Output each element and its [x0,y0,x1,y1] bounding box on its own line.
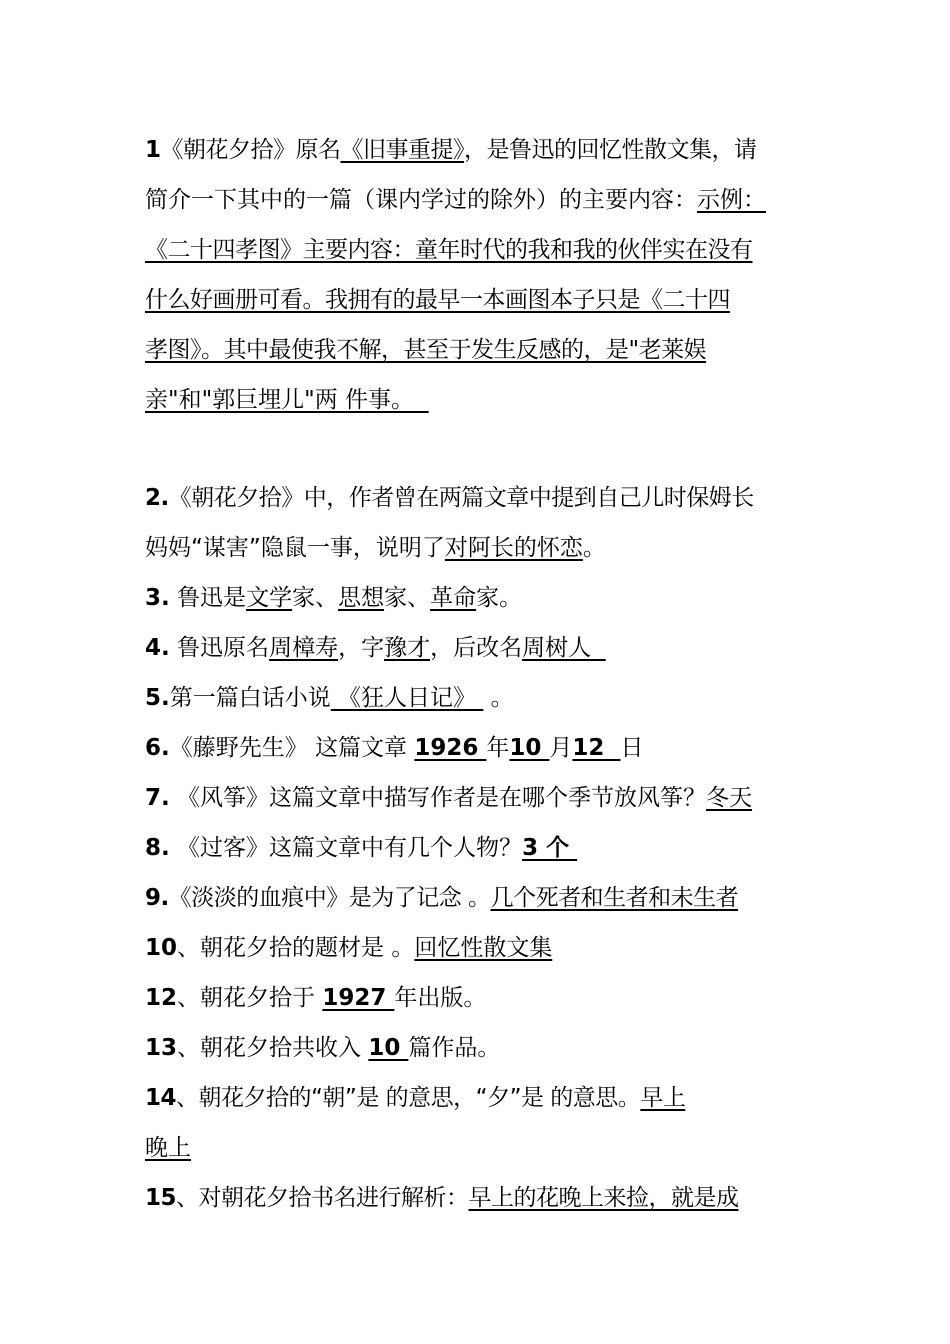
question-number: 8. [145,835,170,861]
question-text: 家、 [292,585,339,611]
answer-text: 早上 [640,1085,686,1111]
question-text: 《风筝》这篇文章中描写作者是在哪个季节放风筝？ [169,785,707,811]
question-6 [145,723,810,773]
question-1-line-1 [145,125,810,175]
question-text: 月 [549,735,573,761]
question-13 [145,1023,810,1073]
question-text: 《朝花夕拾》中，作者曾在两篇文章中提到自己儿时保姆长 [168,485,754,511]
question-number: 1 [145,137,161,163]
question-text: 鲁迅原名 [169,635,270,661]
question-text: 、朝花夕拾的“朝”是 的意思，“夕”是 的意思。 [176,1085,641,1111]
question-number: 4. [145,635,170,661]
question-text: 第一篇白话小说 [169,685,331,711]
question-text: ，后改名 [430,635,523,661]
question-text: ，是鲁迅的回忆性散文集，请 [464,137,757,163]
answer-text: 《狂人日记》 [330,685,484,711]
document-body [145,125,810,1223]
answer-text: 周树人 [522,635,606,661]
question-text: 篇作品。 [408,1035,501,1061]
answer-text: 《二十四孝图》主要内容：童年时代的我和我的伙伴实在没有 [145,237,753,263]
question-1-line-4 [145,275,810,325]
question-text: 家。 [476,585,523,611]
question-1-line-6 [145,375,810,425]
spacer [145,425,810,473]
question-text: 《朝花夕拾》原名 [160,137,341,163]
question-1-line-3 [145,225,810,275]
question-text: 日 [620,735,644,761]
question-8 [145,823,810,873]
answer-text: 几个死者和生者和未生者 [490,885,739,911]
question-10 [145,923,810,973]
question-2-line-2 [145,523,810,573]
answer-text: 什么好画册可看。我拥有的最早一本画图本子只是《二十四 [145,287,730,313]
question-text: 。 [483,685,514,711]
answer-text: 早上的花晚上来捡，就是成 [468,1185,739,1211]
question-text: 、朝花夕拾于 [177,985,323,1011]
question-text: 《藤野先生》 这篇文章 [169,735,415,761]
question-number: 2. [145,485,169,511]
answer-month: 10 [509,735,550,761]
question-text: 年出版。 [394,985,487,1011]
answer-year: 1926 [414,735,487,761]
answer-text: 《旧事重提》 [340,137,465,163]
question-5 [145,673,810,723]
question-1-line-2 [145,175,810,225]
question-text: 家、 [384,585,431,611]
answer-text: 1927 [322,985,395,1011]
question-text: ，字 [338,635,385,661]
question-text: 年 [486,735,510,761]
question-text: 、朝花夕拾共收入 [177,1035,369,1061]
question-14-line-1 [145,1073,810,1123]
question-number: 15 [145,1185,177,1211]
question-number: 10 [145,935,178,961]
question-3 [145,573,810,623]
question-text: 。 [582,535,606,561]
question-number: 5. [145,685,170,711]
question-number: 3. [145,585,170,611]
question-number: 9. [145,885,169,911]
answer-text: 冬天 [706,785,753,811]
answer-text: 示例： [697,187,766,213]
question-text: 《淡淡的血痕中》是为了记念 。 [168,885,491,911]
question-text: 《过客》这篇文章中有几个人物？ [169,835,523,861]
answer-text: 3 个 [522,835,578,861]
answer-text: 10 [368,1035,409,1061]
answer-day: 12 [572,735,621,761]
answer-text: 思想 [338,585,385,611]
question-text: 妈妈“谋害”隐鼠一事，说明了 [145,535,445,561]
question-4 [145,623,810,673]
answer-text: 文学 [246,585,293,611]
question-1-line-5 [145,325,810,375]
question-text: 简介一下其中的一篇（课内学过的除外）的主要内容： [145,187,697,213]
question-text: 、朝花夕拾的题材是 。 [177,935,415,961]
question-number: 7. [145,785,170,811]
question-text: 鲁迅是 [169,585,247,611]
question-number: 13 [145,1035,178,1061]
question-number: 6. [145,735,170,761]
answer-text: 回忆性散文集 [414,935,553,961]
question-9 [145,873,810,923]
answer-text: 晚上 [145,1135,191,1161]
answer-text: 对阿长的怀恋 [444,535,583,561]
question-12 [145,973,810,1023]
answer-text: 革命 [430,585,477,611]
question-number: 14 [145,1085,177,1111]
question-7 [145,773,810,823]
answer-text: 豫才 [384,635,431,661]
question-number: 12 [145,985,178,1011]
answer-text: 周樟寿 [269,635,339,661]
question-14-line-2 [145,1123,810,1173]
question-text: 、对朝花夕拾书名进行解析： [176,1185,469,1211]
answer-text: 亲"和"郭巨埋儿"两 件事。 [145,387,429,413]
answer-text: 孝图》。其中最使我不解，甚至于发生反感的，是"老莱娱 [145,337,707,363]
question-15 [145,1173,810,1223]
question-2-line-1 [145,473,810,523]
